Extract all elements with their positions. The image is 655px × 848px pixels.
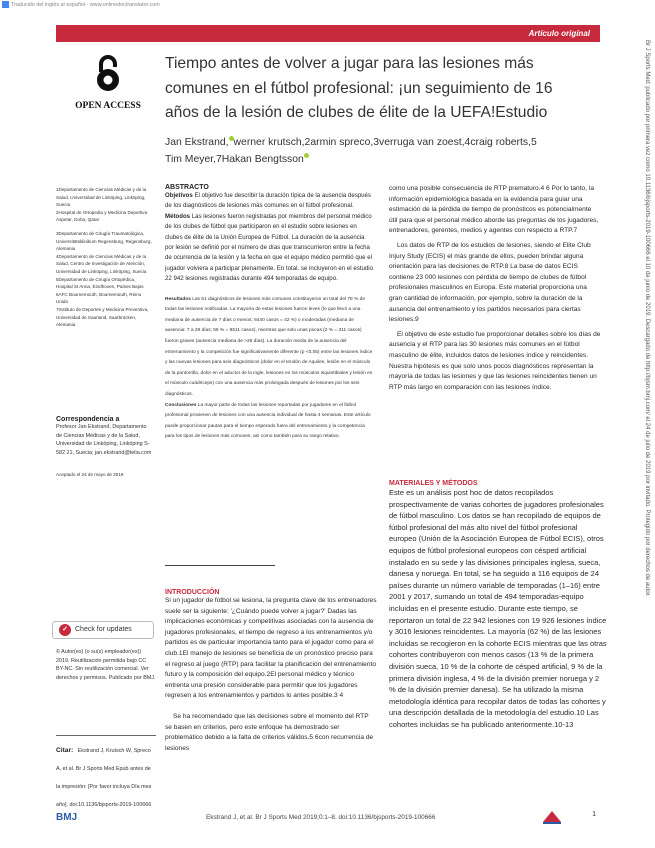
- abstract-heading: ABSTRACTO: [165, 184, 209, 191]
- check-updates-label: Check for updates: [75, 626, 132, 633]
- affiliation: 4Departamento de Ciencias Médicas y de la Salud, Centro de Investigación de Atención, Universidad de Linköping, Linköping, Suecia: [56, 253, 147, 274]
- introduction: [165, 589, 377, 754]
- abstract-results: [165, 295, 375, 401]
- author-list: [165, 134, 585, 168]
- introduction-heading: INTRODUCCIÓN: [165, 589, 220, 596]
- affiliation: 3Departamento de Cirugía Traumatológica, Universitätsklinikum Regensburg, Regensburg, Alemania: [56, 230, 152, 252]
- translate-icon: [2, 1, 9, 8]
- authors-line2: Tim Meyer,7Hakan Bengtsson: [165, 154, 304, 165]
- open-access-lock-icon: [70, 52, 146, 94]
- abstract: [165, 184, 375, 443]
- affiliation: 2Hospital de Ortopedia y Medicina Deportiva Aspetar, Doha, Qatar: [56, 209, 148, 223]
- body-paragraph: como una posible consecuencia de RTP prematuro.4 6 Por lo tanto, la información epidemiológica basada en la evidencia para guiar una estimación de la pérdida de tiempo de pronósticos es potencialmente útil para que el personal médico aborde las preguntas de los jugadores, entrenadores, gerentes, medios y agentes con respecto a RTP.7: [389, 185, 599, 235]
- translation-banner: [0, 0, 655, 10]
- results-label: Resultados: [165, 296, 191, 302]
- results-text: Las 51 diagnósticos de lesiones más comunes constituyeron un total del 78 % de todas las lesiones notificadas. La mayoría de estas lesiones fueron leves (lo que llevó a una mediana de ausencia de 7 días o menos; 6440 casos = 42 %) o moderadas (mediana de ausencia: 7 a 28 días; 56 % = 8511 casos), mientras que solo unas pocas (2 % = 311 casos) fueron graves (ausencia mediana de >28 días). La duración media de la ausencia del entrenamiento y la competición fue significativamente diferente (p <0,05) entre las lesiones índice y las nuevas lesiones para seis diagnósticos (dolor en el tendón de Aquiles, lesión en el músculo de la pantorrilla, dolor en el aductor de la ingle, lesiones en los músculos isquiotibiales y lesión en el músculo cuádriceps) con una ausencia más prolongada después de lesiones por los seis diagnósticos.: [165, 296, 373, 397]
- open-access-text: OPEN ACCESS: [75, 101, 141, 111]
- orcid-icon[interactable]: [304, 153, 309, 158]
- affiliation: 6AFC Bournemouth, Bournemouth, Reino Unido: [56, 291, 142, 305]
- correspondence-text: Profesor Jan Ekstrand, Departamento de Ciencias Médicas y de la Salud, Universidad de Linköping, Linköping S-582 21, Suecia; jan.ekstrand@telia.com: [56, 424, 152, 456]
- society-logo: [541, 808, 563, 826]
- methods-heading: MATERIALES Y MÉTODOS: [389, 480, 478, 487]
- authors-rest: werner krutsch,2armin spreco,3verruga van zoest,4craig roberts,5: [233, 137, 537, 148]
- right-column: [389, 184, 601, 393]
- body-paragraph: El objetivo de este estudio fue proporcionar detalles sobre los días de ausencia y el RTP para las 30 lesiones más comunes en el fútbol masculino de élite, incluidos datos de lesiones índice y reincidentes. Nuestra hipótesis es que solo unos pocos diagnósticos representan la mayoría de todas las lesiones y que las lesiones reincidentes tienen un RTP más largo en comparación con las lesiones índice.: [389, 330, 601, 391]
- abstract-conclusions: [165, 401, 375, 443]
- citation-heading: Citar:: [56, 747, 74, 754]
- citation-text: Ekstrand J, Krutsch W, Spreco A, et al. Br J Sports Med Epub antes de la impresión: [Por favor incluya Día mes año]. doi:10.1136/bjsports-2019-100666: [56, 748, 152, 808]
- footer-citation: Ekstrand J, et al. Br J Sports Med 2019;0:1–8. doi:10.1136/bjsports-2019-100666: [206, 814, 436, 821]
- translation-text: Traducido del inglés al español - www.onlinedoctranslator.com: [11, 2, 160, 8]
- bmj-logo: BMJ: [56, 812, 78, 823]
- author-first: Jan Ekstrand,: [165, 137, 229, 148]
- license-text: © Autor(es) (o su(s) empleador(es)) 2019. Reutilización permitida bajo CC BY-NC. Sin reutilización comercial. Ver derechos y permisos. Publicado por BMJ.: [56, 649, 156, 681]
- page-footer: [56, 808, 626, 828]
- introduction-paragraph: Si un jugador de fútbol se lesiona, la pregunta clave de los entrenadores suele ser la siguiente: '¿Cuándo puede volver a jugar?' Dadas las implicaciones económicas y competitivas asociadas con la ausencia de jugadores profesionales, el tiempo de regreso a los entrenamientos y/o partidos es de particular importancia tanto para el jugador como para el club.1El manejo de lesiones se beneficia de un pronóstico preciso para el regreso al juego (RTP) para facilitar la planificación del entrenamiento futuro y la composición del equipo.2El personal médico y técnico entrenta una presión considerable para permitir que los jugadores regresen a los entrenamientos y partidos lo antes posible.3 4: [165, 597, 377, 700]
- correspondence: [56, 416, 152, 479]
- update-check-icon: ✓: [59, 624, 71, 636]
- objectives-text: El objetivo fue describir la duración típica de la ausencia después de los diagnósticos de lesiones más comunes en el fútbol profesional.: [165, 192, 371, 210]
- accepted-date: Aceptado el 24 de mayo de 2019: [56, 472, 124, 478]
- check-for-updates-button[interactable]: [52, 621, 154, 639]
- society-emblem-icon: [541, 808, 563, 826]
- page-number: 1: [592, 811, 596, 818]
- methods-label: Métodos: [165, 212, 191, 220]
- section-divider: [165, 565, 275, 566]
- methods-paragraph: Este es un análisis post hoc de datos recopilados prospectivamente de varias cohortes de jugadores profesionales de fútbol masculino. Los datos se han recopilado de equipos de fútbol profesional del más alto nivel del fútbol profesional europeo (Unión de la Asociación Europea de Fútbol ECIS), otros equipos de fútbol profesional europeos con césped artificial instalado en su sede y las divisiones principales inglesa, sueca, danesa y noruega. En total, se ha seguido a 116 equipos de 24 países durante un número variable de temporadas (1–16) entre 2001 y 2017, sumando un total de 494 temporadas-equipo incluidas en el presente estudio. Durante este tiempo, se reportaron un total de 22 942 lesiones con 19 926 lesiones índice y 3016 lesiones reincidentes. La mayoría (62 %) de las lesiones incluidas se recogieron en la cohorte ECIS mientras que las otras cohortes contribuyeron con menos casos (13 % de la primera división sueca, 10 % de la cohorte de césped artificial, 9 % de la primera división inglesa, 4 % de la división premier noruega y 2 % de la división premier danesa). Se ha utilizado la misma metodología idéntica para recopilar datos de todas las cohortes y una descripción detallada de la metodología del estudio.10 Las cohortes incluidas se ha publicado anteriormente.10-13: [389, 488, 607, 729]
- correspondence-heading: Correspondencia a: [56, 416, 120, 423]
- abstract-objectives: [165, 191, 375, 212]
- introduction-paragraph: Se ha recomendado que las decisiones sobre el momento del RTP se basen en criterios, pero este enfoque ha demostrado ser problemático debido a la falta de criterios válidos.5 6con recurrencia de lesiones: [165, 712, 374, 752]
- affiliation: 5Departamento de Cirugía Ortopédica, Hospital St Anna, Eindhoven, Países Bajos: [56, 276, 144, 290]
- affiliation: 1Departamento de Ciencias Médicas y de la Salud, Universidad de Linköping, Linköping, Suecia: [56, 187, 147, 208]
- abstract-methods: [165, 212, 375, 285]
- article-title: Tiempo antes de volver a jugar para las lesiones más comunes en el fútbol profesional: ¡un seguimiento de 16 años de la lesión de clubes de élite de la UEFA!Estudio: [165, 55, 553, 121]
- body-paragraph: Los datos de RTP de los estudios de lesiones, siendo el Elite Club Injury Study (ECIS) el más grande de ellos, pueden brindar alguna orientación para las decisiones de RTP.8 La base de datos ECIS contiene 23 000 lesiones con pérdida de tiempo de clubes de fútbol profesionales masculinos en Europa. Este material proporciona una gran cantidad de información, por ejemplo, sobre la duración de la ausencia del entrenamiento y los partidos necesarios para ciertas lesiones.9: [389, 241, 591, 324]
- affiliations: [56, 186, 152, 329]
- side-notice-text: Br J Sports Med: publicado por primera vez como 10.1136/bjsports-2019-100666 el 10 de junio de 2019. Descargado de http://bjsm.bmj.com/ el 24 de julio de 2019 por invitado. Protegido por derechos de autor.: [644, 40, 650, 597]
- section-label: Artículo original: [528, 29, 590, 38]
- methods-section: [389, 480, 607, 730]
- side-download-notice: [636, 40, 652, 760]
- conclusions-label: Conclusiones: [165, 402, 197, 408]
- open-access-logo: [70, 52, 146, 110]
- section-header-bar: [56, 25, 600, 42]
- objectives-label: Objetivos: [165, 192, 193, 199]
- conclusions-text: La mayor parte de todas las lesiones reportadas por jugadores en el fútbol profesional provienen de lesiones con una ausencia individual de hasta 4 semanas. Este artículo puede proporcionar pautas para el tiempo esperado fuera del entrenamiento y la competencia para los tipos de lesiones más comunes, así como también para su rango relativo.: [165, 402, 371, 440]
- methods-text: Las lesiones fueron registradas por miembros del personal médico de los clubes de fútbol que participaron en el estudio sobre lesiones en clubes de élite de la Unión Europea de Fútbol. La duración de la ausencia por lesión se definió por el número de días que transcurrieron entre la fecha de ocurrencia de la lesión y la fecha en que el equipo médico permitió que el jugador volviera a participar plenamente. En total, se incluyeron en el estudio 22 942 lesiones registradas durante 494 temporadas de equipo.: [165, 212, 373, 283]
- citation-box: [56, 735, 156, 811]
- affiliation: 7Instituto de Deportes y Medicina Preventiva, Universidad de Saarland, Saarbrücken, Alemania: [56, 306, 149, 328]
